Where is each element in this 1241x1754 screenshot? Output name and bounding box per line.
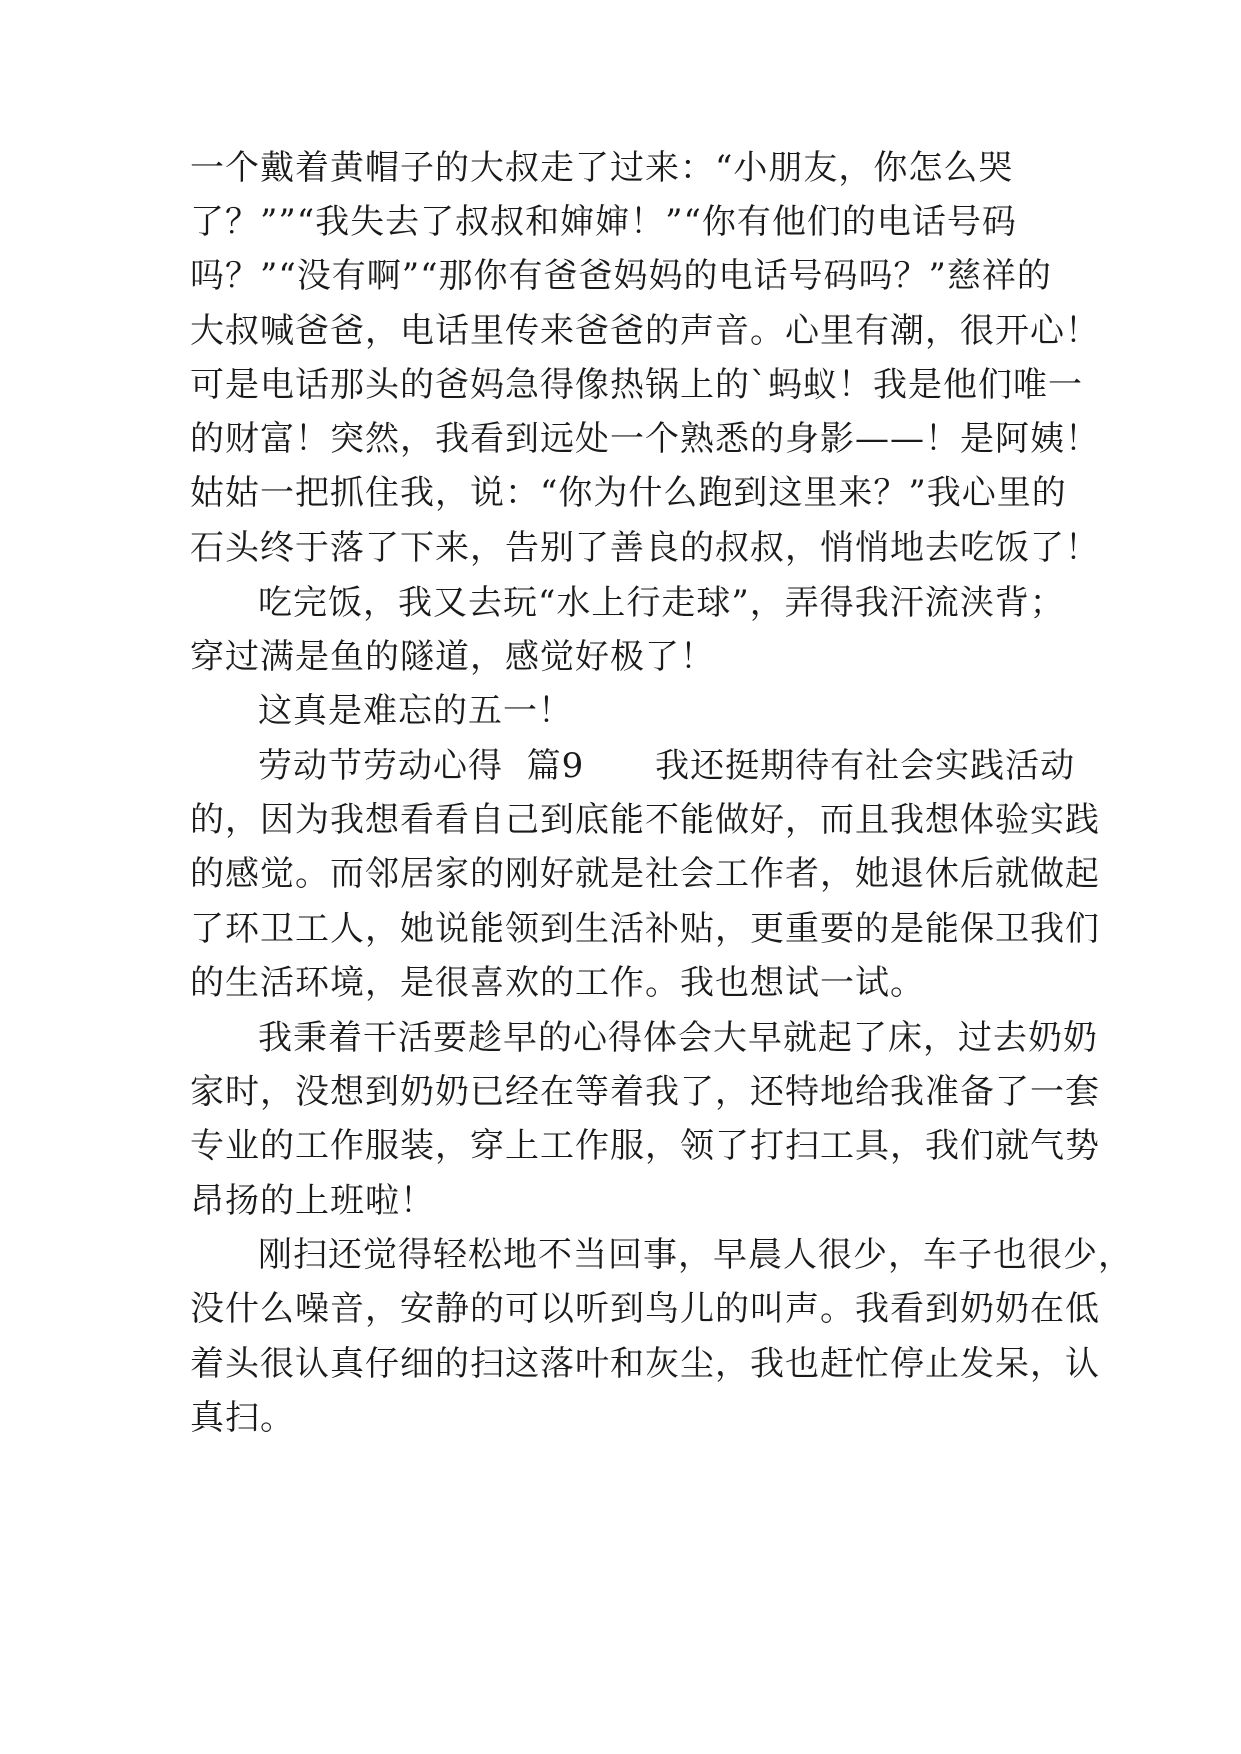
text-line: 穿过满是鱼的隧道，感觉好极了！ — [190, 637, 715, 677]
text-line: 姑姑一把抓住我，说：“你为什么跑到这里来？”我心里的 — [190, 473, 1067, 513]
text-line: 吃完饭，我又去玩“水上行走球”，弄得我汗流浃背； — [258, 583, 1065, 623]
text-line: 了？””“我失去了叔叔和婶婶！”“你有他们的电话号码 — [190, 202, 1017, 242]
text-line: 一个戴着黄帽子的大叔走了过来：“小朋友，你怎么哭 — [190, 148, 1014, 188]
text-line: 的感觉。而邻居家的刚好就是社会工作者，她退休后就做起 — [190, 854, 1100, 894]
section-heading-line: 劳动节劳动心得 篇9 我还挺期待有社会实践活动 — [258, 746, 1076, 786]
text-line: 着头很认真仔细的扫这落叶和灰尘，我也赶忙停止发呆，认 — [190, 1344, 1100, 1384]
text-line: 家时，没想到奶奶已经在等着我了，还特地给我准备了一套 — [190, 1072, 1100, 1112]
text-line: 没什么噪音，安静的可以听到鸟儿的叫声。我看到奶奶在低 — [190, 1289, 1100, 1329]
text-line: 我秉着干活要趁早的心得体会大早就起了床，过去奶奶 — [258, 1018, 1098, 1058]
text-line: 吗？”“没有啊”“那你有爸爸妈妈的电话号码吗？”慈祥的 — [190, 256, 1052, 296]
text-line: 的财富！突然，我看到远处一个熟悉的身影——！是阿姨！ — [190, 419, 1100, 459]
text-line: 石头终于落了下来，告别了善良的叔叔，悄悄地去吃饭了！ — [190, 528, 1100, 568]
text-line: 大叔喊爸爸，电话里传来爸爸的声音。心里有潮，很开心！ — [190, 311, 1100, 351]
text-line: 了环卫工人，她说能领到生活补贴，更重要的是能保卫我们 — [190, 909, 1100, 949]
text-line: 的生活环境，是很喜欢的工作。我也想试一试。 — [190, 963, 925, 1003]
text-line: 这真是难忘的五一！ — [258, 691, 573, 731]
text-line: 真扫。 — [190, 1398, 295, 1438]
text-line: 可是电话那头的爸妈急得像热锅上的`蚂蚁！我是他们唯一 — [190, 365, 1083, 405]
text-line: 的，因为我想看看自己到底能不能做好，而且我想体验实践 — [190, 800, 1100, 840]
text-line: 昂扬的上班啦！ — [190, 1181, 435, 1221]
text-line: 专业的工作服装，穿上工作服，领了打扫工具，我们就气势 — [190, 1126, 1100, 1166]
text-line: 刚扫还觉得轻松地不当回事，早晨人很少，车子也很少， — [258, 1235, 1133, 1275]
